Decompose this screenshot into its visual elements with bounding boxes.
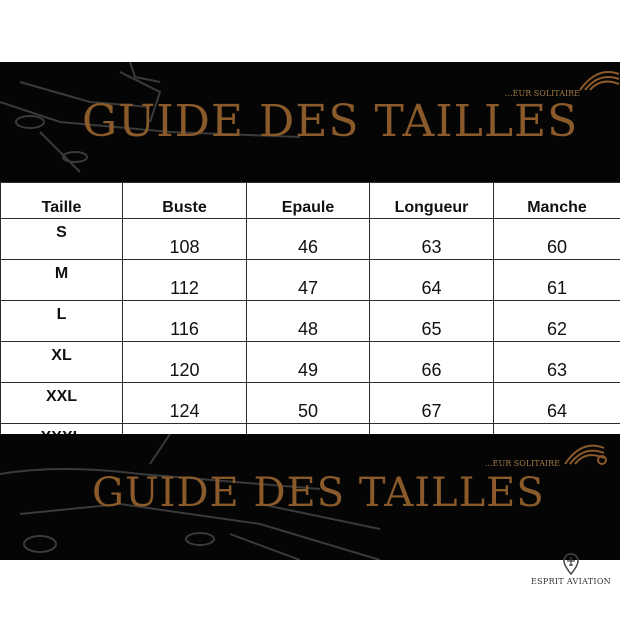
brand-mark	[505, 62, 620, 98]
epaule-cell: 50	[247, 383, 370, 424]
header-taille: Taille	[1, 183, 123, 219]
logo-text: ESPRIT AVIATION	[531, 577, 611, 586]
size-cell: XL	[1, 342, 123, 383]
longueur-cell: 67	[370, 383, 494, 424]
longueur-cell: 66	[370, 342, 494, 383]
wing-arc-icon	[560, 434, 610, 468]
buste-cell: 108	[123, 219, 247, 260]
bottom-banner	[0, 434, 620, 560]
buste-cell: 116	[123, 301, 247, 342]
size-cell: XXL	[1, 383, 123, 424]
manche-cell: 64	[494, 383, 620, 424]
size-cell: S	[1, 219, 123, 260]
longueur-cell: 64	[370, 260, 494, 301]
banner-title: GUIDE DES TAILLES	[92, 470, 545, 516]
header-manche: Manche	[494, 183, 620, 219]
header-buste: Buste	[123, 183, 247, 219]
top-banner	[0, 62, 620, 182]
esprit-aviation-logo	[531, 553, 611, 586]
header-epaule: Epaule	[247, 183, 370, 219]
brand-text: ...EUR SOLITAIRE	[505, 89, 580, 98]
table-row	[1, 219, 620, 260]
epaule-cell: 48	[247, 301, 370, 342]
manche-cell: 61	[494, 260, 620, 301]
manche-cell: 62	[494, 301, 620, 342]
epaule-cell: 47	[247, 260, 370, 301]
buste-cell: 124	[123, 383, 247, 424]
epaule-cell: 49	[247, 342, 370, 383]
table-header-row	[1, 183, 620, 219]
table-row	[1, 383, 620, 424]
wing-arc-icon	[575, 62, 620, 92]
table-row	[1, 342, 620, 383]
size-cell: M	[1, 260, 123, 301]
buste-cell: 120	[123, 342, 247, 383]
buste-cell: 112	[123, 260, 247, 301]
table-row	[1, 260, 620, 301]
epaule-cell: 46	[247, 219, 370, 260]
longueur-cell: 63	[370, 219, 494, 260]
banner-title: GUIDE DES TAILLES	[82, 96, 579, 147]
size-cell: L	[1, 301, 123, 342]
manche-cell: 60	[494, 219, 620, 260]
plane-pin-icon	[562, 553, 580, 575]
header-longueur: Longueur	[370, 183, 494, 219]
brand-text: ...EUR SOLITAIRE	[485, 459, 560, 468]
brand-mark	[485, 434, 610, 468]
manche-cell: 63	[494, 342, 620, 383]
size-table	[0, 182, 620, 465]
table-row	[1, 301, 620, 342]
longueur-cell: 65	[370, 301, 494, 342]
